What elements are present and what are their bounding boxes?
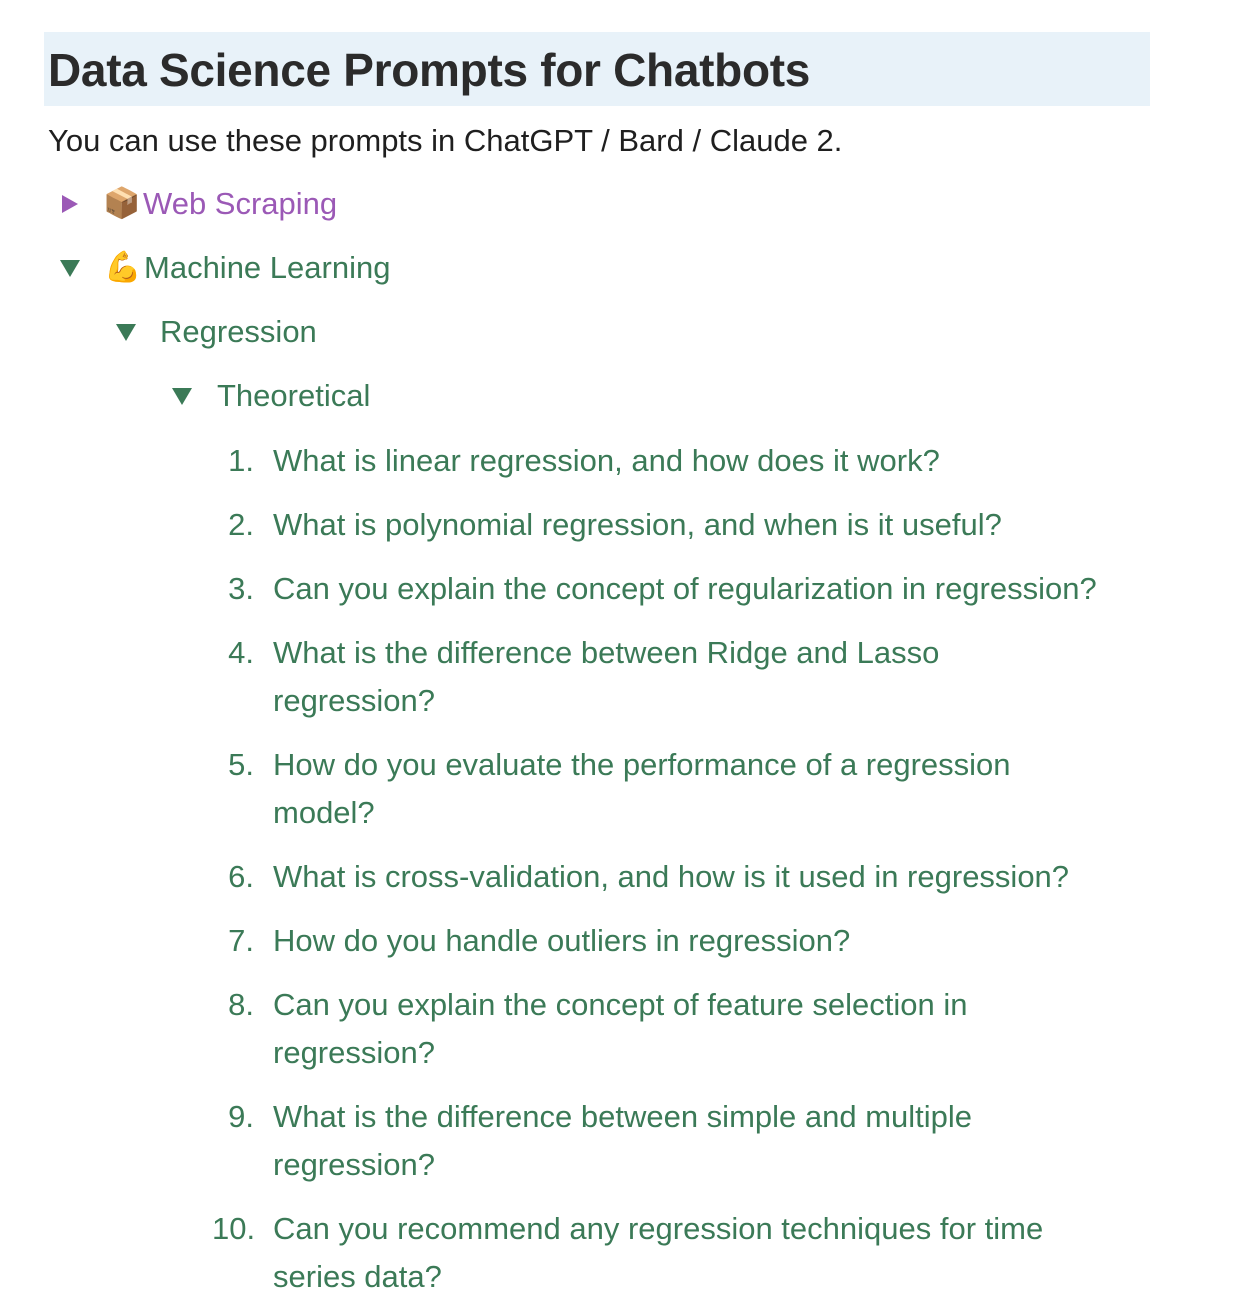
question-text: What is the difference between Ridge and Lasso xyxy=(273,635,940,670)
list-number: 7. xyxy=(228,923,254,958)
toggle-machine-learning[interactable] xyxy=(60,246,390,290)
toggle-label-regression[interactable]: Regression xyxy=(160,314,317,349)
question-text: How do you handle outliers in regression? xyxy=(273,923,851,958)
question-text: Can you explain the concept of regularization in regression? xyxy=(273,571,1097,606)
expanded-arrow-icon[interactable] xyxy=(172,388,192,405)
list-item xyxy=(212,981,1152,1077)
question-text: Can you recommend any regression techniques for time xyxy=(273,1211,1044,1246)
collapsed-arrow-icon[interactable] xyxy=(62,195,78,213)
list-item xyxy=(212,741,1152,837)
toggle-theoretical[interactable] xyxy=(172,374,370,418)
question-text-continued: series data? xyxy=(273,1259,442,1294)
list-item xyxy=(212,565,1152,613)
list-item xyxy=(212,917,1152,965)
list-item xyxy=(212,629,1152,725)
flexed-biceps-icon: 💪 xyxy=(104,251,142,284)
question-text-continued: regression? xyxy=(273,1147,435,1182)
list-item xyxy=(212,437,1152,485)
question-text-continued: regression? xyxy=(273,1035,435,1070)
toggle-web-scraping[interactable] xyxy=(62,182,337,226)
page-subtitle: You can use these prompts in ChatGPT / Bard / Claude 2. xyxy=(48,123,843,158)
question-text: What is the difference between simple and multiple xyxy=(273,1099,973,1134)
list-item xyxy=(212,1093,1152,1189)
list-item xyxy=(212,1205,1152,1301)
question-text-continued: model? xyxy=(273,795,375,830)
toggle-label-machine-learning[interactable]: Machine Learning xyxy=(144,250,391,285)
expanded-arrow-icon[interactable] xyxy=(116,324,136,341)
list-number: 2. xyxy=(228,507,254,542)
question-text: What is polynomial regression, and when is it useful? xyxy=(273,507,1002,542)
list-number: 1. xyxy=(228,443,254,478)
expanded-arrow-icon[interactable] xyxy=(60,260,80,277)
question-text: What is linear regression, and how does it work? xyxy=(273,443,940,478)
list-number: 8. xyxy=(228,987,254,1022)
question-text: Can you explain the concept of feature selection in xyxy=(273,987,968,1022)
list-number: 10. xyxy=(212,1211,256,1246)
toggle-regression[interactable] xyxy=(116,310,317,354)
toggle-label-web-scraping[interactable]: Web Scraping xyxy=(143,186,338,221)
package-icon: 📦 xyxy=(103,187,141,220)
toggle-label-theoretical[interactable]: Theoretical xyxy=(217,378,371,413)
question-text: How do you evaluate the performance of a regression xyxy=(273,747,1011,782)
list-number: 6. xyxy=(228,859,254,894)
list-number: 4. xyxy=(228,635,254,670)
list-number: 5. xyxy=(228,747,254,782)
list-number: 3. xyxy=(228,571,254,606)
list-number: 9. xyxy=(228,1099,254,1134)
list-item xyxy=(212,853,1152,901)
list-item xyxy=(212,501,1152,549)
page-title: Data Science Prompts for Chatbots xyxy=(48,44,811,96)
question-text-continued: regression? xyxy=(273,683,435,718)
question-text: What is cross-validation, and how is it used in regression? xyxy=(273,859,1070,894)
